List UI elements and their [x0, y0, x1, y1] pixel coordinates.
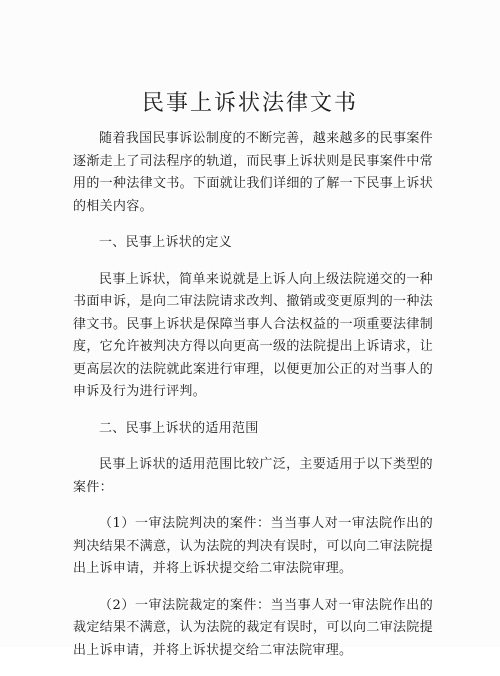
- scope-item-judgment: （1）一审法院判决的案件：当当事人对一审法院作出的判决结果不满意，认为法院的判决有误时，可以向二审法院提出上诉申请，并将上诉状提交给二审法院审理。: [73, 516, 433, 576]
- scope-paragraph: 民事上诉状的适用范围比较广泛，主要适用于以下类型的案件：: [73, 457, 433, 495]
- intro-paragraph: 随着我国民事诉讼制度的不断完善，越来越多的民事案件逐渐走上了司法程序的轨道，而民事上诉状则是民事案件中常用的一种法律文书。下面就让我们详细的了解一下民事上诉状的相关内容。: [73, 131, 433, 214]
- section-heading-scope: 二、民事上诉状的适用范围: [99, 420, 259, 436]
- scope-item-ruling: （2）一审法院裁定的案件：当当事人对一审法院作出的裁定结果不满意，认为法院的裁定有误时，可以向二审法院提出上诉申请，并将上诉状提交给二审法院审理。: [73, 597, 433, 658]
- document-title: 民事上诉状法律文书: [141, 91, 358, 116]
- section-heading-definition: 一、民事上诉状的定义: [99, 235, 233, 250]
- definition-paragraph: 民事上诉状，简单来说就是上诉人向上级法院递交的一种书面申诉，是向二审法院请求改判、撤销或变更原判的一种法律文书。民事上诉状是保障当事人合法权益的一项重要法律制度，它允许被判决方得以向更高一级的法院提出上诉请求，让更高层次的法院就此案进行审理，以便更加公正的对当事人的申诉及行为进行评判。: [73, 271, 433, 399]
- document-body: [73, 128, 433, 676]
